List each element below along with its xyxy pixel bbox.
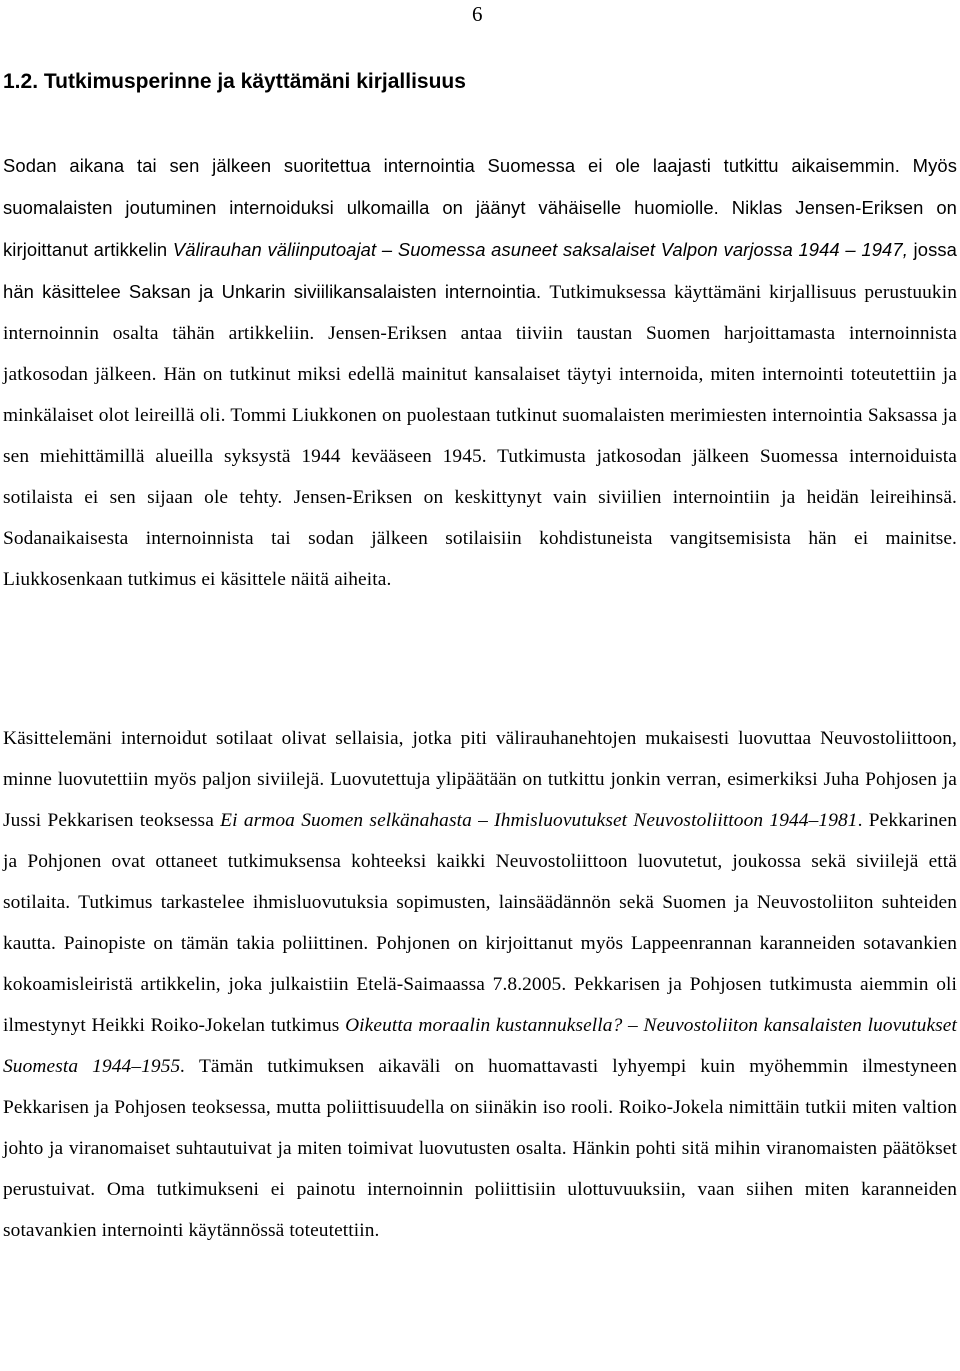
paragraph-handover-studies xyxy=(3,718,957,1251)
article-title: Välirauhan väliinputoajat – Suomessa asuneet saksalaiset Valpon varjossa 1944 – 1947, xyxy=(172,239,908,260)
section-heading: 1.2. Tutkimusperinne ja käyttämäni kirjallisuus xyxy=(3,70,466,93)
paragraph-text: Sodan aikana tai sen jälkeen suoritettua internointia Suomessa ei ole laajasti tutkittu aikaisemmin. Myös suomalaisten joutuminen internoiduksi ulkomailla on jäänyt vähäiselle huomiolle. Niklas Jensen-Eriksen on kirjoittanut artikkelin xyxy=(3,155,957,260)
paragraph-text: jossa hän käsittelee Saksan ja Unkarin siviilikansalaisten internointia. xyxy=(3,239,957,302)
book-title: Oikeutta moraalin kustannuksella? – Neuvostoliiton kansalaisten luovutukset Suomesta 1944–1955. xyxy=(3,1015,957,1077)
paragraph-literature-review xyxy=(3,145,957,600)
paragraph-text: Käsittelemäni internoidut sotilaat olivat sellaisia, jotka piti välirauhanehtojen mukaisesti luovuttaa Neuvostoliittoon, minne luovutettiin myös paljon siviilejä. Luovutettuja ylipäätään on tutkittu jonkin verran, esimerkiksi Juha Pohjosen ja Jussi Pekkarisen teoksessa xyxy=(3,728,957,831)
paragraph-text: . Pekkarinen ja Pohjonen ovat ottaneet tutkimuksensa kohteeksi kaikki Neuvostoliittoon luovutetut, joukossa sekä siviilejä että sotilaita. Tutkimus tarkastelee ihmisluovutuksia sopimusten, lainsäädännön sekä Suomen ja Neuvostoliiton suhteiden kautta. Painopiste on tämän takia poliittinen. Pohjonen on kirjoittanut myös Lappeenrannan karanneiden sotavankien kokoamisleiristä artikkelin, joka julkaistiin Etelä-Saimaassa 7.8.2005. Pekkarisen ja Pohjosen tutkimusta aiemmin oli ilmestynyt Heikki Roiko-Jokelan tutkimus xyxy=(3,810,957,1036)
book-title: Ei armoa Suomen selkänahasta – Ihmisluovutukset Neuvostoliittoon 1944–1981 xyxy=(220,810,858,831)
page-number: 6 xyxy=(472,2,483,26)
paragraph-text: Tämän tutkimuksen aikaväli on huomattavasti lyhyempi kuin myöhemmin ilmestyneen Pekkarisen ja Pohjosen teoksessa, mutta poliittisuudella on siinäkin iso rooli. Roiko-Jokela nimittäin tutkii miten valtion johto ja viranomaiset suhtautuivat ja miten toimivat luovutusten osalta. Hänkin pohti sitä mihin viranomaisten päätökset perustuivat. Oma tutkimukseni ei painotu internoinnin poliittisiin ulottuvuuksiin, vaan siihen miten karanneiden sotavankien internointi käytännössä toteutettiin. xyxy=(3,1056,957,1241)
paragraph-text: Tutkimuksessa käyttämäni kirjallisuus perustuukin internoinnin osalta tähän artikkeliin. Jensen-Eriksen antaa tiiviin taustan Suomen harjoittamasta internoinnista jatkosodan jälkeen. Hän on tutkinut miksi edellä mainitut kansalaiset täytyi internoida, miten internointi toteutettiin ja minkälaiset olot leireillä oli. Tommi Liukkonen on puolestaan tutkinut suomalaisten merimiesten internointia Saksassa ja sen miehittämillä alueilla syksystä 1944 kevääseen 1945. Tutkimusta jatkosodan jälkeen Suomessa internoiduista sotilaista ei sen sijaan ole tehty. Jensen-Eriksen on keskittynyt vain siviilien internointiin ja heidän leireihinsä. Sodanaikaisesta internoinnista tai sodan jälkeen sotilaisiin kohdistuneista vangitsemisista hän ei mainitse. Liukkosenkaan tutkimus ei käsittele näitä aiheita. xyxy=(3,282,957,590)
